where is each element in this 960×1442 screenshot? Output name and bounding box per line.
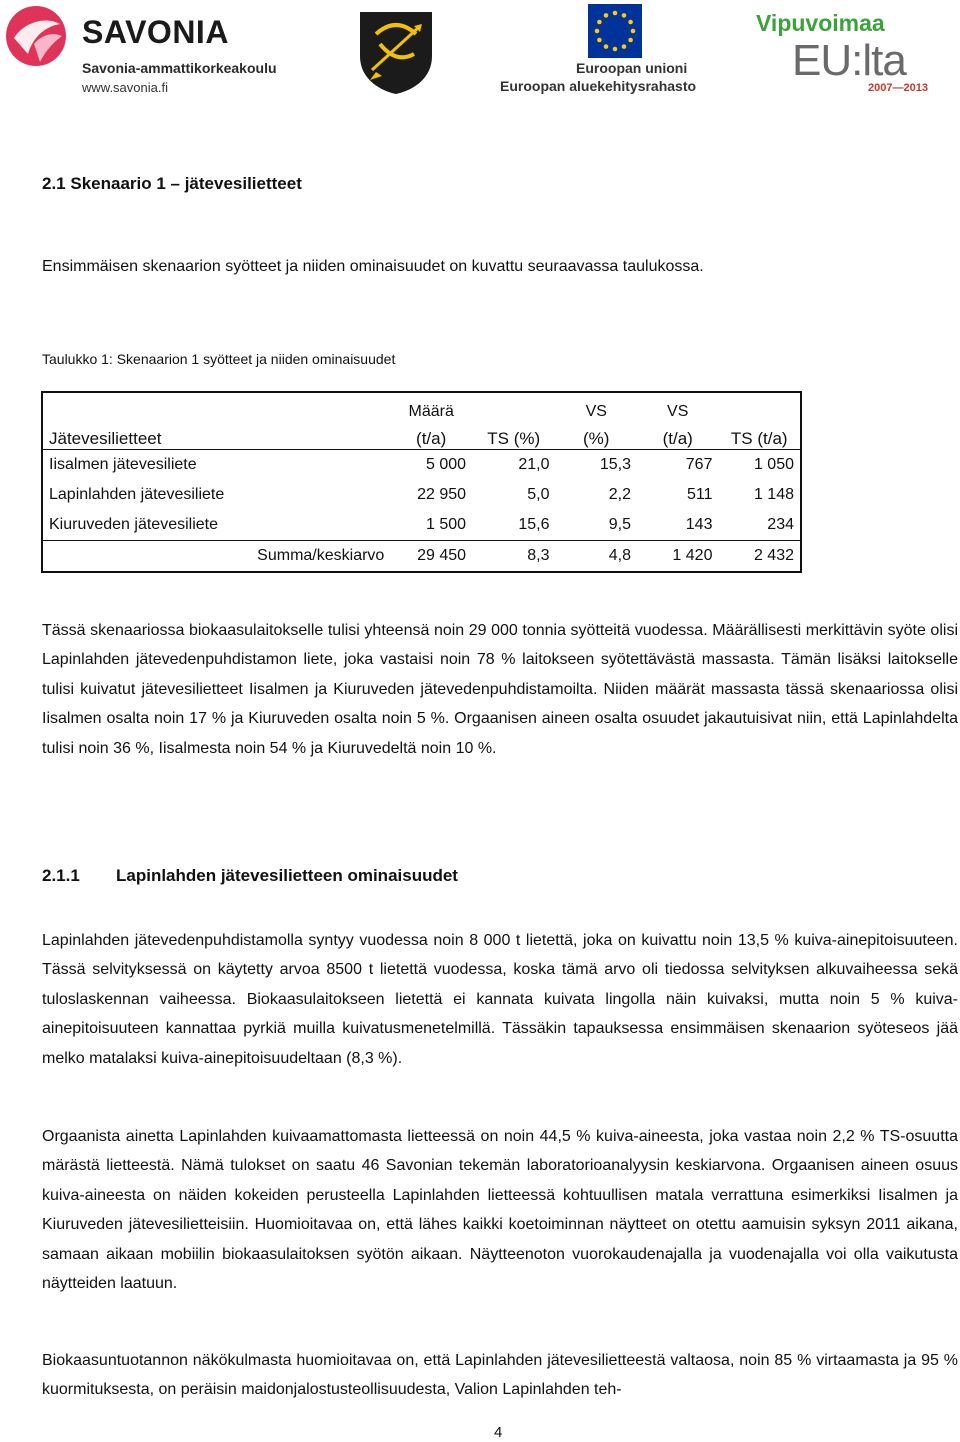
subsection-number: 2.1.1 [42,866,80,885]
table-header-cell: (t/a) [637,421,718,450]
savonia-name: SAVONIA [82,14,229,50]
body-paragraph-3: Orgaanista ainetta Lapinlahden kuivaamattomasta lietteessä on noin 44,5 % kuiva-aineesta, joka vastaa noin 2,2 % TS-osuutta märästä lietteestä. Nämä tulokset on saatu 46 Savonian tekemän laboratorioanalyysin keskiarvona. Orgaanisen aineen osuus kuiva-aineesta on näiden kokeiden perusteella Lapinlahden lietteessä kohtuullisen matala verrattuna esimerkiksi Iisalmen ja Kiuruveden jätevesilietteisiin. Huomioitavaa on, että lähes kaikki koetoiminnan näytteet on otettu aamuisin syksyn 2011 aikana, samaan aikaan mobiilin biokaasulaitoksen syötön aikaan. Näytteenoton vuorokaudenajalla ja vuodenajalla voi olla vaikutusta näytteiden laatuun. [42,1128,958,1293]
vipuvoimaa-logo [752,10,942,98]
table-cell: Iisalmen jätevesiliete [49,456,197,473]
page-number: 4 [494,1424,503,1441]
section-intro: Ensimmäisen skenaarion syötteet ja niiden ominaisuudet on kuvattu seuraavassa taulukossa. [42,258,704,275]
table-cell: 22 950 [417,486,467,503]
table-cell: 15,3 [599,456,631,473]
table-cell: Kiuruveden jätevesiliete [49,516,218,533]
table-header-cell [718,392,801,421]
table-cell: 29 450 [390,541,472,573]
table-header-row-top [42,392,801,421]
table-header-cell: (t/a) [390,421,472,450]
table-row [42,480,801,510]
table-header-cell: Määrä [408,403,454,420]
coat-of-arms-icon [358,10,434,96]
table-header-cell [472,392,555,421]
header-logo-bar [0,0,960,110]
table-header-cell: TS (%) [472,421,555,450]
table-cell: Summa/keskiarvo [42,541,390,573]
table-row [42,450,801,481]
savonia-logo [4,4,294,94]
eu-flag-icon [588,4,642,58]
savonia-url: www.savonia.fi [82,80,168,95]
table-cell: 2 432 [718,541,801,573]
savonia-subtitle: Savonia-ammattikorkeakoulu [82,60,277,76]
table-header-cell: VS [585,403,607,420]
table-cell: 234 [767,516,794,533]
scenario-table [41,391,802,573]
table-header-row-bottom [42,421,801,450]
table-header-cell [42,392,390,421]
table-header-cell: VS [667,403,689,420]
table-cell: 511 [686,486,713,503]
savonia-logo-icon [4,4,68,68]
body-paragraph-1: Tässä skenaariossa biokaasulaitokselle tulisi yhteensä noin 29 000 tonnia syötteitä vuodessa. Määrällisesti merkittävin syöte olisi Lapinlahden jätevedenpuhdistamon liete, joka vastaisi noin 78 % laitokseen syötettävästä massasta. Tämän lisäksi laitokselle tulisi kuivatut jätevesilietteet Iisalmen ja Kiuruveden jätevedenpuhdistamoilta. Niiden määrät massasta tässä skenaariossa olisi Iisalmen osalta noin 17 % ja Kiuruveden osalta noin 5 %. Orgaanisen aineen osalta osuudet jakautuisivat niin, että Lapinlahdelta tulisi noin 36 %, Iisalmesta noin 54 % ja Kiuruvedeltä noin 10 %. [42,622,958,757]
table-caption: Taulukko 1: Skenaarion 1 syötteet ja niiden ominaisuudet [42,351,396,367]
table-cell: 143 [685,516,713,533]
table-cell: 21,0 [518,456,550,473]
body-paragraph-2: Lapinlahden jätevedenpuhdistamolla syntyy vuodessa noin 8 000 t lietettä, joka on kuivattu noin 13,5 % kuiva-ainepitoisuuteen. Tässä selvityksessä on käytetty arvoa 8500 t lietettä vuodessa, koska tämä arvo oli tiedossa selvityksen alkuvaiheessa sekä tuloslaskennan vaiheessa. Biokaasulaitokseen lietettä ei kannata kuivata lingolla näin kuivaksi, mutta noin 5 % kuiva-ainepitoisuuteen kannattaa pyrkiä muilla kuivatusmenetelmillä. Tässäkin tapauksessa ensimmäisen skenaarion syöteseos jää melko matalaksi kuiva-ainepitoisuudeltaan (8,3 %). [42,932,958,1067]
table-cell: 9,5 [608,516,631,533]
eu-fund-name: Euroopan aluekehitysrahasto [500,78,697,94]
table-summary-row [42,541,801,573]
table-header-cell: TS (t/a) [718,421,801,450]
body-paragraph-4: Biokaasuntuotannon näkökulmasta huomioitavaa on, että Lapinlahden jätevesilietteestä valtaosa, noin 85 % virtaamasta ja 95 % kuormituksesta, on peräisin maidonjalostusteollisuudesta, Valion Lapinlahden teh- [42,1352,958,1399]
table-header-cell: (%) [555,421,637,450]
vipuvoimaa-title: Vipuvoimaa [756,10,885,36]
table-cell: 5 000 [425,456,467,473]
table-row [42,510,801,541]
table-cell: 767 [685,456,713,473]
table-cell: 1 500 [425,516,467,533]
table-cell: 5,0 [527,486,550,503]
table-cell: 8,3 [472,541,555,573]
section-heading: 2.1 Skenaario 1 – jätevesilietteet [42,174,302,193]
table-header-cell: Jätevesilietteet [42,421,390,450]
subsection-title: Lapinlahden jätevesilietteen ominaisuudet [116,866,458,885]
table-cell: Lapinlahden jätevesiliete [49,486,225,503]
vipuvoimaa-eu: EU:lta [792,36,906,85]
table-cell: 4,8 [555,541,637,573]
vipuvoimaa-years: 2007—2013 [868,82,928,94]
table-cell: 1 148 [753,486,794,503]
table-cell: 1 420 [637,541,718,573]
eu-logo [496,4,697,96]
table-cell: 1 050 [753,456,794,473]
table-cell: 15,6 [518,516,550,533]
table-cell: 2,2 [608,486,631,503]
eu-name: Euroopan unioni [576,60,688,76]
